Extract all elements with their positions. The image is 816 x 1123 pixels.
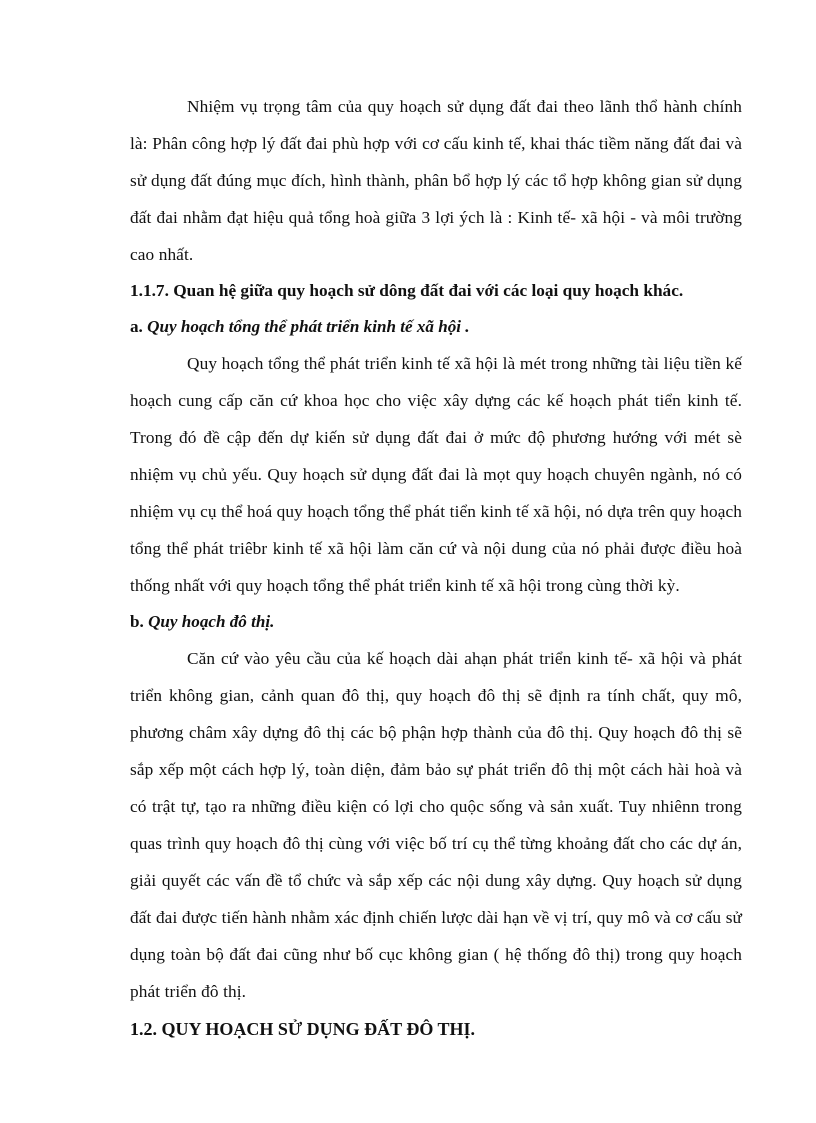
subsection-b-title: Quy hoạch đô thị. [148,612,275,631]
paragraph-b: Căn cứ vào yêu cầu của kế hoạch dài ahạn phát triển kinh tế- xã hội và phát triển không gian, cảnh quan đô thị, quy hoạch đô thị sẽ định ra tính chất, quy mô, phương châm xây dựng đô thị các bộ phận hợp thành của đô thị. Quy hoạch đô thị sẽ sắp xếp một cách hợp lý, toàn diện, đảm bảo sự phát triển đô thị một cách hài hoà và có trật tự, tạo ra những điều kiện có lợi cho quộc sống và sản xuất. Tuy nhiênn trong quas trình quy hoạch đô thị cùng với việc bố trí cụ thể từng khoảng đất cho các dự án, giải quyết các vấn đề tổ chức và sắp xếp các nội dung xây dựng. Quy hoạch sử dụng đất đai được tiến hành nhằm xác định chiến lược dài hạn về vị trí, quy mô và cơ cấu sử dụng toàn bộ đất đai cũng như bố cục không gian ( hệ thống đô thị) trong quy hoạch phát triển đô thị. [130,649,742,1001]
section-heading-1-2: 1.2. QUY HOẠCH SỬ DỤNG ĐẤT ĐÔ THỊ. [130,1019,476,1039]
subsection-a-label: a. [130,317,143,336]
subsection-a-heading [130,309,742,345]
section-heading-1-1-7: 1.1.7. Quan hệ giữa quy hoạch sử dông đất đai với các loại quy hoạch khác. [130,281,684,300]
paragraph-a: Quy hoạch tổng thể phát triển kinh tế xã hội là mét trong những tài liệu tiền kế hoạch cung cấp căn cứ khoa học cho việc xây dựng các kế hoạch phát tiển kinh tế. Trong đó đề cập đến dự kiến sử dụng đất đai ở mức độ phương hướng với mét sè nhiệm vụ chủ yếu. Quy hoạch sử dụng đất đai là mọt quy hoạch chuyên ngành, nó có nhiệm vụ cụ thể hoá quy hoạch tổng thể phát tiển kinh tế xã hội, nó dựa trên quy hoạch tổng thể phát triêbr kinh tế xã hội làm căn cứ và nội dung của nó phải được điều hoà thống nhất với quy hoạch tổng thể phát triển kinh tế xã hội trong cùng thời kỳ. [130,354,742,595]
subsection-a-title: Quy hoạch tổng thể phát triển kinh tế xã hội . [147,317,470,336]
intro-paragraph: Nhiệm vụ trọng tâm của quy hoạch sử dụng đất đai theo lãnh thổ hành chính là: Phân công hợp lý đất đai phù hợp với cơ cấu kinh tế, khai thác tiềm năng đất đai và sử dụng đất đúng mục đích, hình thành, phân bổ hợp lý các tổ hợp không gian sử dụng đất đai nhằm đạt hiệu quả tổng hoà giữa 3 lợi ých là : Kinh tế- xã hội - và môi trường cao nhất. [130,97,742,264]
subsection-b-label: b. [130,612,144,631]
page-content [130,88,742,1048]
subsection-b-heading [130,604,742,640]
